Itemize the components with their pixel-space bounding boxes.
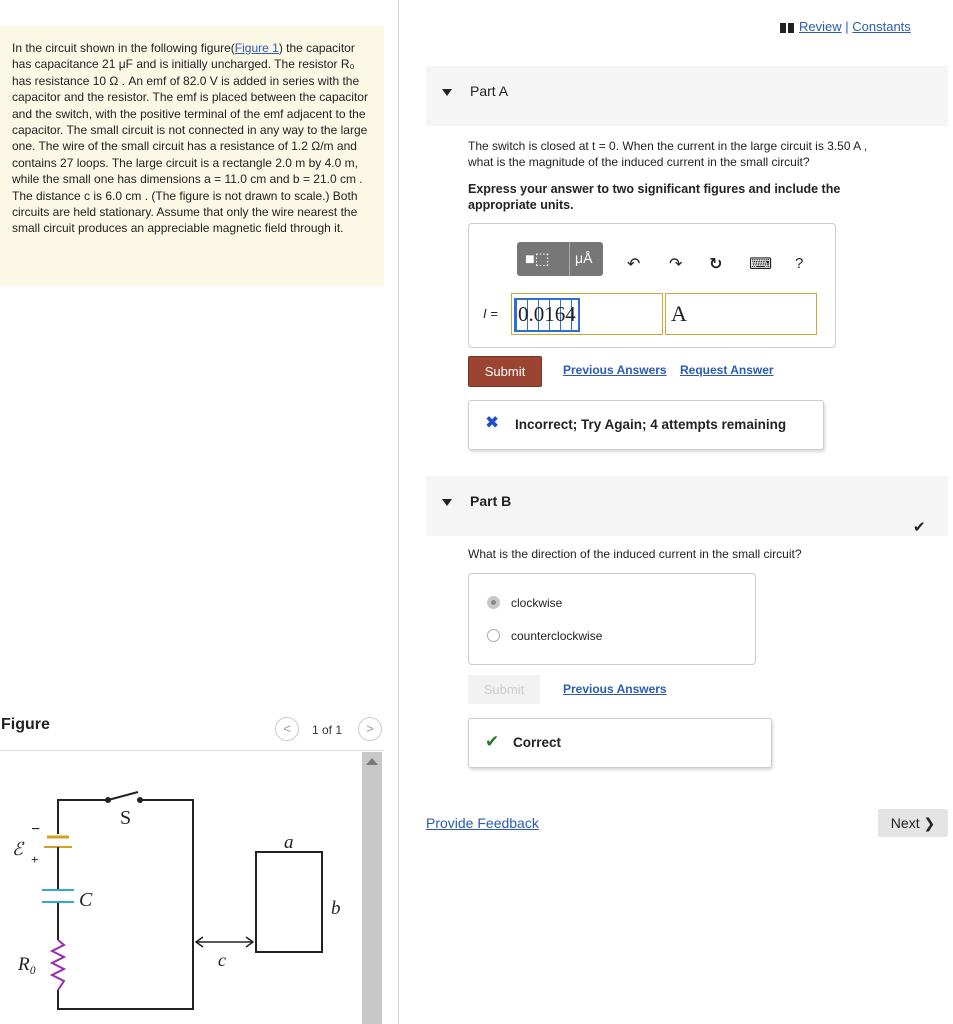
- problem-text: In the circuit shown in the following figure(Figure 1) the capacitor has capacitance 21 μF and is initially uncharged. The resistor R₀ has resistance 10 Ω . An emf of 82.0 V is added in series with the capacitor and the resistor. The emf is placed between the capacitor and the switch, with the positive terminal of the emf adjacent to the capacitor. The small circuit is not connected in any way to the large one. The wire of the small circuit has a resistance of 1.2 Ω/m and contains 27 loops. The large circuit is a rectangle 2.0 m by 4.0 m, while the small one has dimensions a = 11.0 cm and b = 21.0 cm . The distance c is 6.0 cm . (The figure is not drawn to scale.) Both circuits are held stationary. Assume that only the wire nearest the small circuit produces an appreciable magnetic field through it.: [12, 41, 368, 236]
- help-icon[interactable]: ?: [795, 255, 804, 272]
- part-a-previous-answers-link[interactable]: Previous Answers: [563, 363, 667, 377]
- correct-check-icon: ✔: [485, 732, 500, 751]
- top-links: [780, 19, 911, 34]
- incorrect-x-icon: ✖: [485, 413, 500, 432]
- figure-pager: 1 of 1: [312, 723, 343, 737]
- figure-divider: [0, 750, 384, 751]
- part-a-header[interactable]: [426, 66, 948, 126]
- part-a-submit-button[interactable]: Submit: [468, 356, 542, 387]
- math-toolbar-group: [517, 242, 603, 276]
- figure-next-button[interactable]: >: [358, 717, 382, 741]
- switch-pivot-icon: [105, 797, 111, 803]
- part-b-complete-check-icon: ✔: [913, 519, 926, 536]
- panel-divider: [398, 0, 399, 1024]
- label-plus: +: [31, 852, 39, 867]
- radio-clockwise[interactable]: [487, 596, 500, 609]
- book-icon: [780, 23, 794, 33]
- part-a-feedback: [468, 400, 824, 450]
- part-a-instruction-line1: Express your answer to two significant figures and include the: [468, 182, 841, 196]
- part-b-question: What is the direction of the induced current in the small circuit?: [468, 547, 802, 561]
- part-b-options: [468, 573, 756, 665]
- collapse-triangle-icon[interactable]: [442, 499, 452, 506]
- label-a: a: [284, 832, 294, 853]
- option-clockwise-label[interactable]: clockwise: [511, 596, 563, 610]
- collapse-triangle-icon[interactable]: [442, 89, 452, 96]
- switch-arm: [108, 792, 138, 800]
- unit-input[interactable]: A: [665, 293, 817, 335]
- value-text[interactable]: 0.0164: [514, 298, 580, 332]
- label-b: b: [331, 898, 341, 919]
- label-resistor: R₀: [18, 954, 37, 975]
- input-label: I =: [483, 306, 498, 321]
- scroll-up-arrow-icon[interactable]: [366, 758, 378, 765]
- figure-title: Figure: [1, 716, 50, 733]
- next-button[interactable]: Next ❯: [878, 809, 948, 837]
- constants-link[interactable]: Constants: [852, 19, 911, 34]
- part-a-feedback-text: Incorrect; Try Again; 4 attempts remaining: [515, 417, 787, 432]
- figure-link[interactable]: Figure 1: [234, 41, 279, 55]
- small-circuit-loop: [256, 852, 322, 952]
- answer-input-box: [468, 223, 836, 348]
- problem-panel: [0, 26, 384, 286]
- part-b-submit-button: Submit: [468, 675, 540, 704]
- redo-icon[interactable]: ↷: [669, 256, 683, 273]
- part-b-previous-answers-link[interactable]: Previous Answers: [563, 682, 667, 696]
- part-a-label: Part A: [470, 83, 509, 99]
- templates-icon[interactable]: ■⬚: [525, 251, 550, 268]
- link-separator: |: [845, 19, 849, 34]
- label-minus: −: [31, 821, 41, 838]
- part-a-instruction-line2: appropriate units.: [468, 198, 574, 212]
- keyboard-icon[interactable]: ⌨: [749, 256, 773, 273]
- resistor-zigzag: [52, 940, 64, 990]
- label-c: c: [218, 950, 226, 970]
- label-emf: ℰ: [12, 839, 23, 859]
- part-a-question-line1: The switch is closed at t = 0. When the current in the large circuit is 3.50 A ,: [468, 139, 868, 153]
- review-link[interactable]: Review: [799, 19, 842, 34]
- switch-contact-icon: [137, 797, 143, 803]
- radio-counterclockwise[interactable]: [487, 629, 500, 642]
- part-b-feedback: [468, 718, 772, 768]
- circuit-figure: [0, 752, 360, 1024]
- request-answer-link[interactable]: Request Answer: [680, 363, 774, 377]
- label-switch: S: [120, 807, 132, 829]
- figure-prev-button[interactable]: <: [275, 717, 299, 741]
- provide-feedback-link[interactable]: Provide Feedback: [426, 815, 539, 831]
- part-b-label: Part B: [470, 493, 512, 509]
- part-a-question-line2: what is the magnitude of the induced current in the small circuit?: [468, 155, 810, 169]
- part-b-header[interactable]: [426, 476, 948, 536]
- reset-icon[interactable]: ↻: [709, 256, 723, 273]
- units-icon[interactable]: μÅ: [575, 250, 593, 266]
- value-input[interactable]: [511, 293, 663, 335]
- undo-icon[interactable]: ↶: [627, 256, 641, 273]
- figure-scrollbar[interactable]: [362, 752, 382, 1024]
- wire-top-left: [58, 800, 108, 834]
- label-capacitor: C: [79, 889, 93, 911]
- part-b-feedback-text: Correct: [513, 735, 562, 750]
- option-counterclockwise-label[interactable]: counterclockwise: [511, 629, 603, 643]
